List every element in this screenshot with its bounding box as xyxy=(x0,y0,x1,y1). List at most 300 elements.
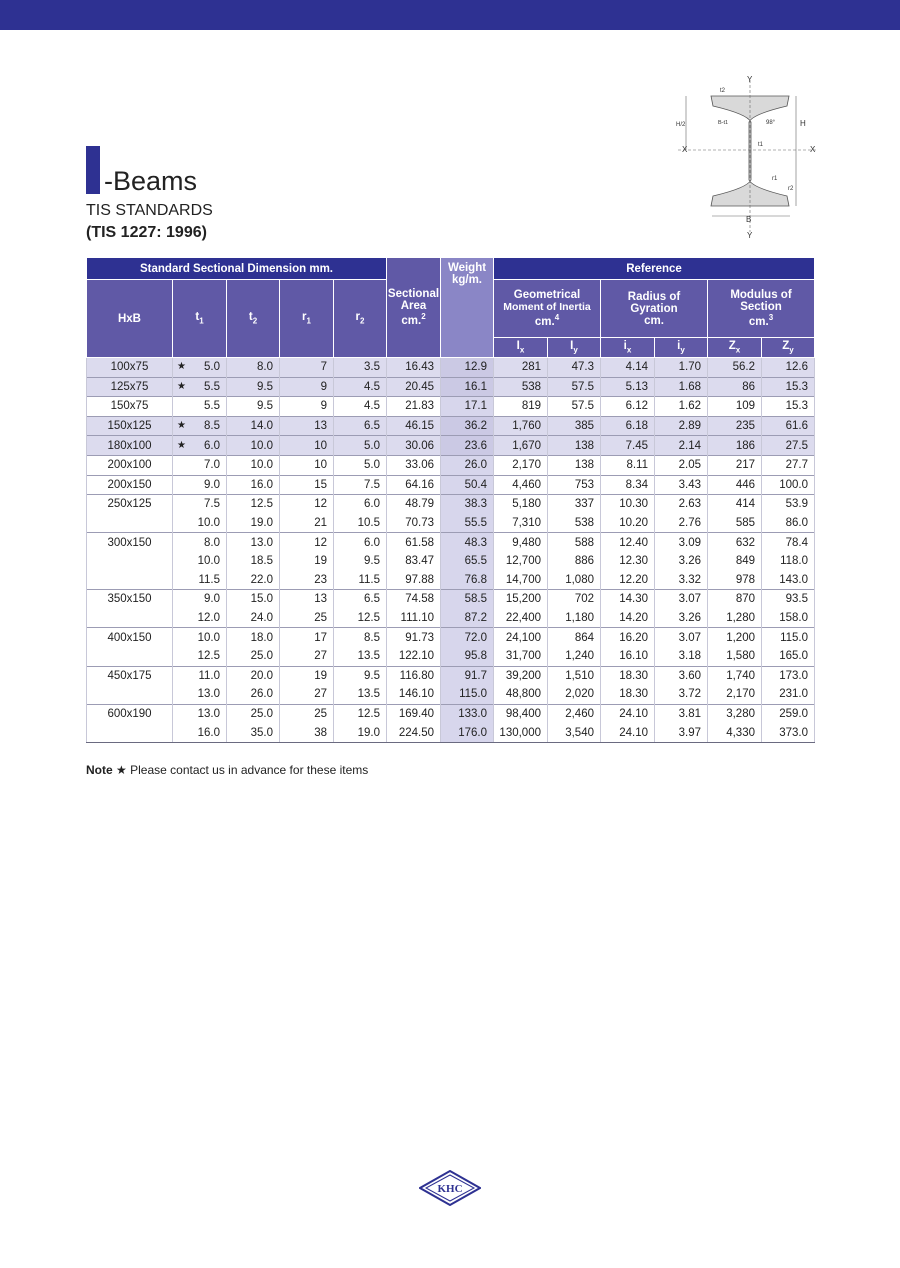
cell-zy xyxy=(762,704,815,723)
cell-value: 753 xyxy=(574,478,594,491)
cell-value: 165.0 xyxy=(779,650,808,663)
cell-rx xyxy=(601,455,655,475)
cell-value: 9.5 xyxy=(257,380,273,393)
cell-r1 xyxy=(280,358,334,378)
cell-hxb xyxy=(87,685,173,704)
cell-area xyxy=(387,552,441,571)
cell-w xyxy=(441,416,494,436)
cell-hxb: 180x100 xyxy=(87,436,173,456)
cell-rx xyxy=(601,590,655,609)
cell-w xyxy=(441,495,494,514)
cell-t2 xyxy=(227,685,280,704)
cell-zy xyxy=(762,416,815,436)
cell-t2 xyxy=(227,628,280,647)
cell-value: 3.72 xyxy=(678,688,701,701)
header-moi-line1: Geometrical xyxy=(513,289,581,302)
table-row xyxy=(87,514,815,533)
cell-ry xyxy=(655,377,708,397)
cell-w xyxy=(441,397,494,417)
cell-t2 xyxy=(227,647,280,666)
cell-ry xyxy=(655,397,708,417)
cell-value: 16.1 xyxy=(464,380,487,393)
cell-value: 1,760 xyxy=(512,420,541,433)
cell-value: 138 xyxy=(574,439,594,452)
header-moi-unit: cm. xyxy=(534,315,555,328)
cell-value: 27.5 xyxy=(785,439,808,452)
table-row xyxy=(87,666,815,685)
cell-rx xyxy=(601,416,655,436)
cell-ix xyxy=(494,685,548,704)
cell-rx xyxy=(601,495,655,514)
table-row xyxy=(87,609,815,628)
cell-ix xyxy=(494,377,548,397)
cell-ry xyxy=(655,609,708,628)
cell-value: 7.5 xyxy=(204,498,220,511)
cell-area xyxy=(387,533,441,552)
cell-r2 xyxy=(334,590,387,609)
cell-value: 585 xyxy=(735,517,755,530)
cell-hxb xyxy=(87,571,173,590)
cell-r1 xyxy=(280,533,334,552)
cell-r2 xyxy=(334,723,387,742)
cell-t1 xyxy=(173,533,227,552)
header-weight xyxy=(441,258,494,358)
cell-ix xyxy=(494,475,548,495)
cell-iy xyxy=(548,685,601,704)
cell-value: 18.30 xyxy=(619,669,648,682)
cell-t2 xyxy=(227,590,280,609)
header-rx-text: i xyxy=(623,340,627,353)
cell-value: 56.2 xyxy=(732,361,755,374)
cell-value: 9.5 xyxy=(364,669,380,682)
cell-hxb: 450x175 xyxy=(87,666,173,685)
table-row xyxy=(87,704,815,723)
cell-area xyxy=(387,495,441,514)
cell-value: 27 xyxy=(314,688,327,701)
cell-rx xyxy=(601,475,655,495)
cell-area xyxy=(387,455,441,475)
cell-value: 33.06 xyxy=(405,459,434,472)
cell-value: 9.0 xyxy=(204,478,220,491)
cell-t1 xyxy=(173,495,227,514)
table-row xyxy=(87,397,815,417)
diagram-label-h: H xyxy=(800,119,806,128)
cell-r2 xyxy=(334,358,387,378)
cell-value: 13.0 xyxy=(197,688,220,701)
cell-value: 35.0 xyxy=(250,726,273,739)
cell-zx xyxy=(708,397,762,417)
cell-value: 281 xyxy=(521,361,541,374)
cell-zx xyxy=(708,723,762,742)
cell-iy xyxy=(548,647,601,666)
cell-value: 446 xyxy=(735,478,755,491)
header-zy-sub: y xyxy=(789,345,794,355)
cell-hxb: 100x75 xyxy=(87,358,173,378)
title-i-letter xyxy=(86,146,100,194)
cell-value: 115.0 xyxy=(780,631,808,644)
cell-value: 10.0 xyxy=(250,459,273,472)
cell-value: 14,700 xyxy=(505,573,541,586)
cell-value: 50.4 xyxy=(464,478,487,491)
table-row xyxy=(87,455,815,475)
note-star-icon: ★ xyxy=(116,763,127,777)
table-row xyxy=(87,685,815,704)
cell-value: 3.97 xyxy=(678,726,701,739)
header-r2-text: r xyxy=(355,311,361,324)
cell-value: 5.5 xyxy=(204,380,220,393)
cell-t1 xyxy=(173,685,227,704)
cell-value: 176.0 xyxy=(458,726,487,739)
cell-t1 xyxy=(173,377,227,397)
header-t2 xyxy=(227,280,280,358)
cell-value: 2.05 xyxy=(678,459,701,472)
header-ry xyxy=(655,338,708,358)
table-row xyxy=(87,628,815,647)
cell-zy xyxy=(762,495,815,514)
cell-value: 48.3 xyxy=(464,536,487,549)
cell-value: 864 xyxy=(574,631,594,644)
cell-zy xyxy=(762,552,815,571)
cell-r1 xyxy=(280,628,334,647)
cell-zy xyxy=(762,647,815,666)
cell-t2 xyxy=(227,704,280,723)
cell-hxb xyxy=(87,723,173,742)
cell-value: 15,200 xyxy=(505,593,541,606)
header-t1-text: t xyxy=(195,311,200,324)
cell-ry xyxy=(655,475,708,495)
cell-r1 xyxy=(280,514,334,533)
cell-zy xyxy=(762,475,815,495)
cell-rx xyxy=(601,358,655,378)
cell-iy xyxy=(548,666,601,685)
cell-value: 15.3 xyxy=(785,400,808,413)
cell-value: 25 xyxy=(314,707,327,720)
cell-rx xyxy=(601,666,655,685)
cell-r1 xyxy=(280,436,334,456)
header-r2-sub: 2 xyxy=(360,316,365,326)
table-row xyxy=(87,358,815,378)
cell-t1 xyxy=(173,552,227,571)
cell-value: 16.10 xyxy=(619,650,648,663)
cell-iy xyxy=(548,377,601,397)
cell-ix xyxy=(494,609,548,628)
diagram-label-bt: B-t1 xyxy=(718,120,729,126)
cell-value: 4.5 xyxy=(364,400,380,413)
cell-r2 xyxy=(334,552,387,571)
cell-rx xyxy=(601,377,655,397)
header-mod-unit: cm. xyxy=(748,315,769,328)
header-rog-line2: Gyration xyxy=(630,302,678,315)
cell-value: 978 xyxy=(735,573,755,586)
cell-t1 xyxy=(173,571,227,590)
cell-value: 5.0 xyxy=(364,439,380,452)
cell-value: 18.5 xyxy=(250,555,273,568)
cell-w xyxy=(441,455,494,475)
header-radius-of-gyration xyxy=(601,280,708,338)
cell-value: 25.0 xyxy=(250,707,273,720)
cell-value: 19.0 xyxy=(357,726,380,739)
cell-iy xyxy=(548,358,601,378)
cell-value: 13.5 xyxy=(357,688,380,701)
cell-value: 64.16 xyxy=(405,478,434,491)
cell-value: 414 xyxy=(735,498,755,511)
cell-value: 23.6 xyxy=(464,439,487,452)
header-area-sup: 2 xyxy=(421,312,426,322)
cell-value: 4,460 xyxy=(512,478,541,491)
cell-value: 6.18 xyxy=(625,420,648,433)
cell-rx xyxy=(601,704,655,723)
cell-value: 57.5 xyxy=(571,400,594,413)
cell-value: 21.83 xyxy=(405,400,434,413)
cell-t1 xyxy=(173,590,227,609)
cell-r1 xyxy=(280,590,334,609)
cell-value: 53.9 xyxy=(785,498,808,511)
cell-w xyxy=(441,436,494,456)
cell-t2 xyxy=(227,475,280,495)
cell-value: 48.79 xyxy=(405,498,434,511)
cell-r1 xyxy=(280,552,334,571)
cell-r1 xyxy=(280,397,334,417)
cell-value: 21 xyxy=(314,517,327,530)
cell-r2 xyxy=(334,416,387,436)
cell-rx xyxy=(601,628,655,647)
cell-value: 8.11 xyxy=(626,459,648,472)
cell-value: 2.89 xyxy=(678,420,701,433)
cell-value: 86.0 xyxy=(785,517,808,530)
cell-rx xyxy=(601,514,655,533)
cell-zx xyxy=(708,416,762,436)
cell-rx xyxy=(601,533,655,552)
diagram-label-h2: H/2 xyxy=(676,122,686,128)
cell-ix xyxy=(494,358,548,378)
cell-value: 1.70 xyxy=(678,361,701,374)
cell-value: 12.30 xyxy=(619,555,648,568)
cell-value: 10.0 xyxy=(197,631,220,644)
header-rx xyxy=(601,338,655,358)
cell-rx xyxy=(601,552,655,571)
cell-r2 xyxy=(334,475,387,495)
table-row xyxy=(87,647,815,666)
cell-value: 2.76 xyxy=(678,517,701,530)
cell-value: 3.32 xyxy=(678,573,701,586)
cell-value: 25.0 xyxy=(250,650,273,663)
cell-value: 2,170 xyxy=(512,459,541,472)
cell-zy xyxy=(762,609,815,628)
cell-value: 91.73 xyxy=(405,631,434,644)
table-row xyxy=(87,571,815,590)
cell-zx xyxy=(708,685,762,704)
table-row xyxy=(87,723,815,742)
cell-area xyxy=(387,436,441,456)
table-row xyxy=(87,495,815,514)
cell-iy xyxy=(548,723,601,742)
cell-hxb xyxy=(87,514,173,533)
cell-r2 xyxy=(334,514,387,533)
cell-ry xyxy=(655,436,708,456)
cell-value: 48,800 xyxy=(505,688,541,701)
cell-value: 13 xyxy=(314,593,327,606)
cell-value: 538 xyxy=(521,380,541,393)
header-mod-line2: Section xyxy=(740,301,782,314)
cell-value: 2.63 xyxy=(678,498,701,511)
cell-t1 xyxy=(173,436,227,456)
cell-iy xyxy=(548,571,601,590)
cell-value: 15.3 xyxy=(785,380,808,393)
header-zx-text: Z xyxy=(728,340,736,353)
cell-value: 6.5 xyxy=(364,420,380,433)
cell-area xyxy=(387,647,441,666)
cell-value: 886 xyxy=(574,555,594,568)
cell-value: 5.13 xyxy=(625,380,648,393)
cell-ry xyxy=(655,416,708,436)
cell-value: 9.0 xyxy=(204,593,220,606)
cell-zx xyxy=(708,495,762,514)
cell-value: 5.0 xyxy=(204,361,220,374)
cell-iy xyxy=(548,397,601,417)
cell-t1 xyxy=(173,416,227,436)
cell-t1 xyxy=(173,358,227,378)
cell-value: 138 xyxy=(574,459,594,472)
cell-iy xyxy=(548,609,601,628)
cell-value: 9 xyxy=(320,400,327,413)
star-icon: ★ xyxy=(177,380,186,392)
cell-t1 xyxy=(173,666,227,685)
cell-value: 19 xyxy=(314,669,327,682)
cell-ix xyxy=(494,397,548,417)
cell-value: 385 xyxy=(574,420,594,433)
cell-t2 xyxy=(227,514,280,533)
cell-t2 xyxy=(227,416,280,436)
cell-value: 98,400 xyxy=(505,707,541,720)
star-icon: ★ xyxy=(177,420,186,432)
diagram-label-y-top: Y xyxy=(747,75,753,84)
table-row xyxy=(87,590,815,609)
cell-value: 4,330 xyxy=(726,726,755,739)
cell-r1 xyxy=(280,704,334,723)
cell-value: 10.20 xyxy=(619,517,648,530)
cell-value: 122.10 xyxy=(398,650,434,663)
cell-zy xyxy=(762,571,815,590)
diagram-label-x-left: X xyxy=(682,145,688,154)
cell-t2 xyxy=(227,666,280,685)
cell-value: 24.0 xyxy=(250,612,273,625)
cell-value: 61.6 xyxy=(785,420,808,433)
cell-value: 6.0 xyxy=(364,498,380,511)
diagram-label-y-bottom: Y xyxy=(747,231,753,240)
cell-value: 24.10 xyxy=(619,707,648,720)
header-hxb: HxB xyxy=(87,280,173,358)
cell-iy xyxy=(548,514,601,533)
cell-zx xyxy=(708,704,762,723)
cell-value: 55.5 xyxy=(464,517,487,530)
cell-value: 18.30 xyxy=(619,688,648,701)
cell-value: 17.1 xyxy=(464,400,487,413)
cell-value: 47.3 xyxy=(571,361,594,374)
cell-value: 4.14 xyxy=(625,361,648,374)
cell-value: 46.15 xyxy=(405,420,434,433)
cell-value: 12,700 xyxy=(505,555,541,568)
cell-value: 20.0 xyxy=(250,669,273,682)
cell-hxb: 600x190 xyxy=(87,704,173,723)
star-icon: ★ xyxy=(177,439,186,451)
cell-value: 86 xyxy=(742,380,755,393)
cell-ry xyxy=(655,685,708,704)
cell-ix xyxy=(494,723,548,742)
cell-value: 143.0 xyxy=(779,573,808,586)
cell-t1 xyxy=(173,704,227,723)
cell-value: 16.43 xyxy=(405,361,434,374)
cell-ix xyxy=(494,647,548,666)
header-rog-line1: Radius of xyxy=(627,290,681,303)
cell-value: 10 xyxy=(314,439,327,452)
cell-zx xyxy=(708,552,762,571)
cell-value: 36.2 xyxy=(464,420,487,433)
star-icon: ★ xyxy=(177,361,186,373)
cell-rx xyxy=(601,723,655,742)
cell-value: 588 xyxy=(574,536,594,549)
cell-value: 158.0 xyxy=(779,612,808,625)
cell-value: 78.4 xyxy=(785,536,808,549)
header-ix-sub: x xyxy=(519,345,525,355)
cell-ry xyxy=(655,723,708,742)
cell-value: 9.5 xyxy=(364,555,380,568)
cell-rx xyxy=(601,685,655,704)
cell-ry xyxy=(655,533,708,552)
cell-value: 116.80 xyxy=(399,669,434,682)
header-mod-sup: 3 xyxy=(768,313,774,323)
cell-value: 18.0 xyxy=(250,631,273,644)
cell-hxb: 150x75 xyxy=(87,397,173,417)
diagram-label-r2: r2 xyxy=(788,186,794,192)
cell-value: 12.40 xyxy=(619,536,648,549)
cell-value: 24.10 xyxy=(619,726,648,739)
cell-value: 7 xyxy=(320,361,327,374)
cell-t2 xyxy=(227,436,280,456)
header-iy xyxy=(548,338,601,358)
cell-value: 1,510 xyxy=(565,669,594,682)
cell-value: 3.07 xyxy=(678,593,701,606)
cell-rx xyxy=(601,571,655,590)
cell-t2 xyxy=(227,495,280,514)
cell-hxb: 400x150 xyxy=(87,628,173,647)
cell-zy xyxy=(762,590,815,609)
header-mod-line1: Modulus of xyxy=(730,289,792,302)
cell-value: 12.20 xyxy=(619,573,648,586)
cell-zy xyxy=(762,358,815,378)
cell-value: 23 xyxy=(314,573,327,586)
note xyxy=(86,763,368,777)
table-row xyxy=(87,436,815,456)
cell-zx xyxy=(708,475,762,495)
cell-value: 15 xyxy=(314,478,327,491)
cell-zx xyxy=(708,436,762,456)
cell-r1 xyxy=(280,647,334,666)
cell-area xyxy=(387,609,441,628)
cell-value: 6.12 xyxy=(625,400,648,413)
cell-ry xyxy=(655,628,708,647)
cell-t2 xyxy=(227,571,280,590)
cell-r2 xyxy=(334,377,387,397)
cell-value: 26.0 xyxy=(250,688,273,701)
cell-r1 xyxy=(280,723,334,742)
cell-w xyxy=(441,685,494,704)
header-moi-sup: 4 xyxy=(554,313,560,323)
cell-zx xyxy=(708,647,762,666)
cell-area xyxy=(387,685,441,704)
cell-value: 5.0 xyxy=(364,459,380,472)
cell-value: 76.8 xyxy=(464,573,487,586)
cell-iy xyxy=(548,475,601,495)
